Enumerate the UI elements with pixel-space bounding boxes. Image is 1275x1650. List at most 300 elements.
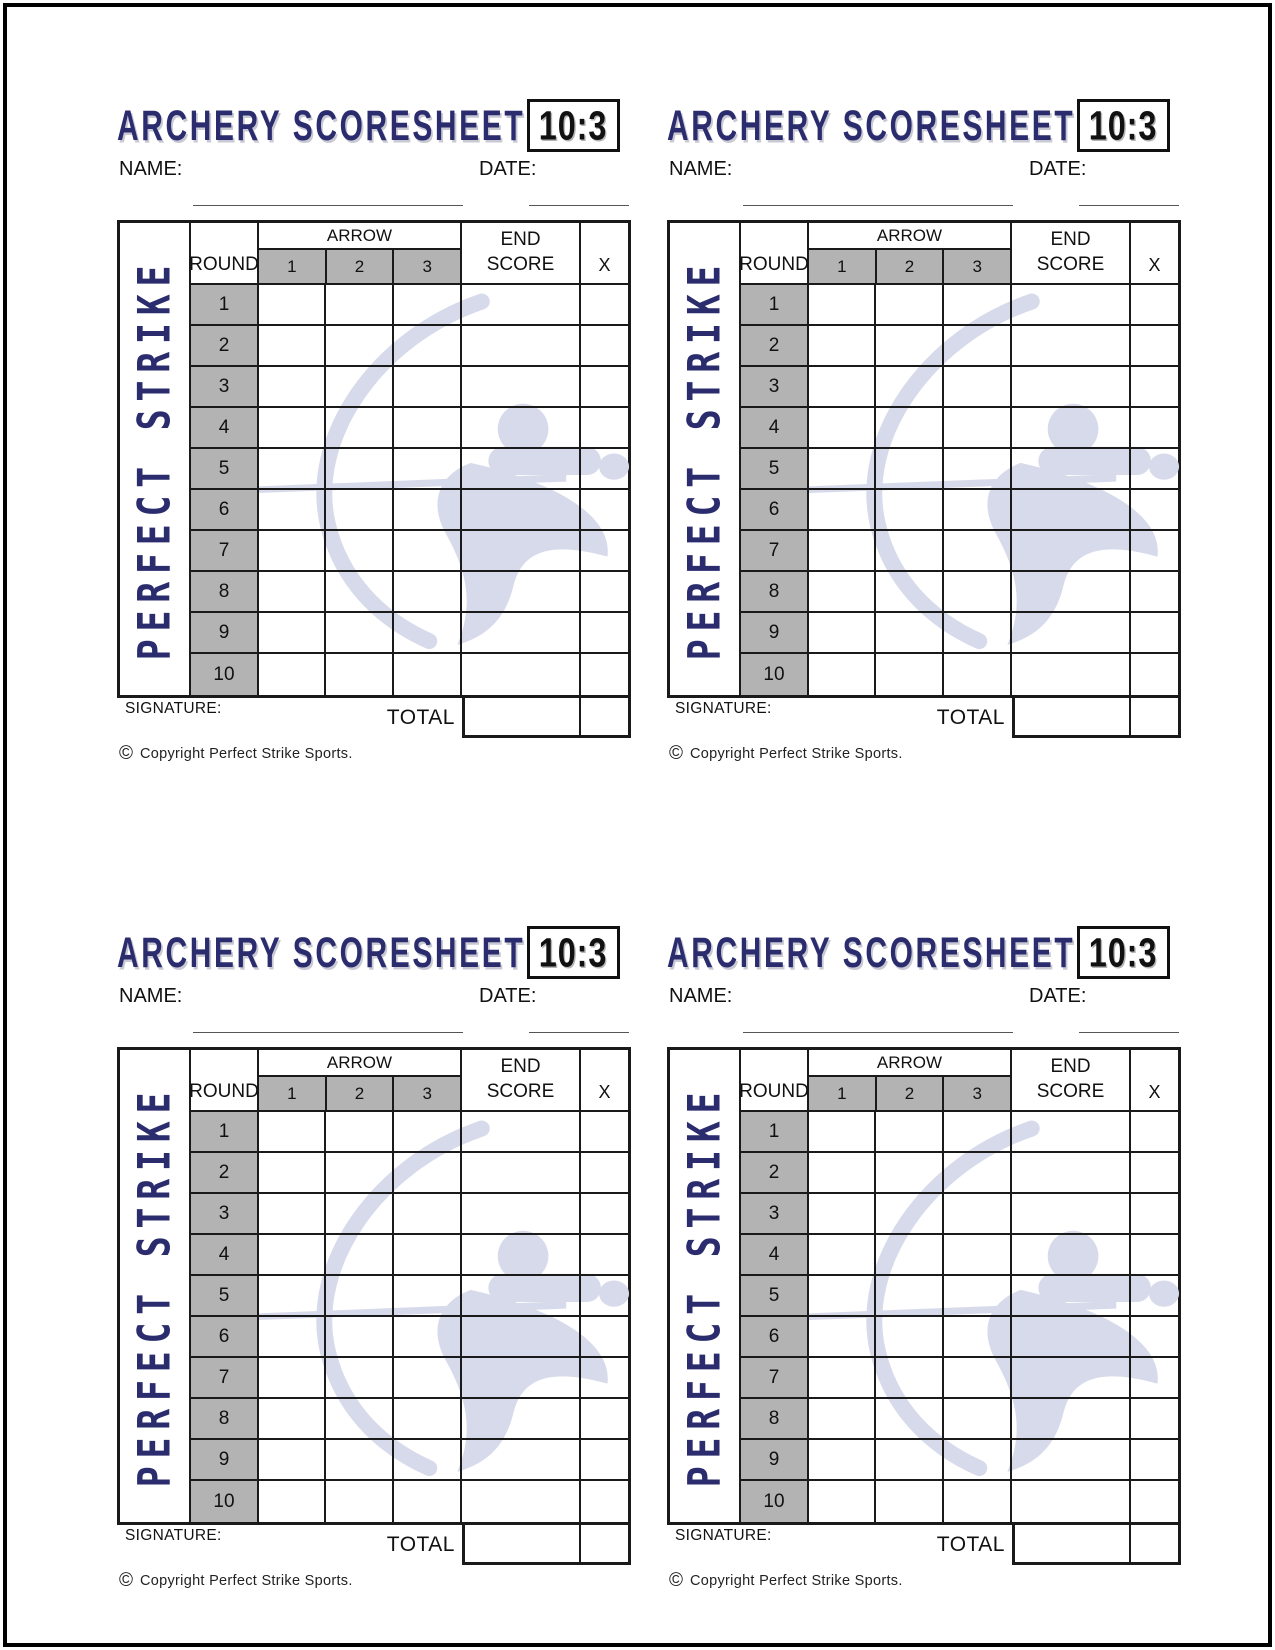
score-row (191, 1112, 628, 1153)
total-end-score-box[interactable] (1015, 1525, 1131, 1562)
x-cell[interactable] (1131, 1235, 1178, 1274)
arrow-3-cell[interactable] (394, 572, 462, 611)
arrow-3-cell[interactable] (944, 1440, 1012, 1479)
end-score-cell[interactable] (1012, 1276, 1131, 1315)
arrow-3-cell[interactable] (394, 531, 462, 570)
round-column-header: ROUND (191, 1050, 259, 1110)
x-cell[interactable] (1131, 1399, 1178, 1438)
x-column-header: X (1148, 1082, 1161, 1102)
arrow-1-cell[interactable] (809, 1440, 876, 1479)
arrow-1-cell[interactable] (809, 449, 876, 488)
arrow-2-cell[interactable] (326, 1194, 394, 1233)
x-cell[interactable] (1131, 531, 1178, 570)
date-input-line[interactable] (1079, 1032, 1179, 1033)
name-label: NAME: (119, 985, 183, 1007)
end-score-cell[interactable] (1012, 1194, 1131, 1233)
arrow-col-2-header: 2 (327, 250, 395, 283)
arrow-1-cell[interactable] (259, 1481, 326, 1522)
arrow-2-cell[interactable] (876, 613, 944, 652)
end-score-cell[interactable] (462, 531, 581, 570)
arrow-1-cell[interactable] (259, 449, 326, 488)
total-boxes (1012, 1522, 1181, 1565)
end-score-cell[interactable] (1012, 1358, 1131, 1397)
arrow-2-cell[interactable] (326, 1276, 394, 1315)
score-grid (191, 1050, 628, 1522)
x-cell[interactable] (581, 1276, 628, 1315)
arrow-1-cell[interactable] (259, 1440, 326, 1479)
arrow-col-1-header: 1 (809, 250, 877, 283)
arrow-2-cell[interactable] (326, 1317, 394, 1356)
round-number: 5 (191, 449, 259, 488)
arrow-1-cell[interactable] (259, 367, 326, 406)
score-table (667, 1047, 1181, 1525)
total-end-score-box[interactable] (465, 698, 581, 735)
round-number: 5 (191, 1276, 259, 1315)
copyright-text: Copyright Perfect Strike Sports. (690, 1572, 903, 1589)
round-number: 4 (191, 1235, 259, 1274)
copyright-icon: © (119, 743, 133, 764)
arrow-2-cell[interactable] (876, 1317, 944, 1356)
name-input-line[interactable] (193, 1032, 463, 1033)
arrow-3-cell[interactable] (944, 408, 1012, 447)
round-column-header: ROUND (741, 223, 809, 283)
arrow-3-cell[interactable] (944, 367, 1012, 406)
arrow-1-cell[interactable] (809, 1194, 876, 1233)
end-score-cell[interactable] (1012, 408, 1131, 447)
end-score-cell[interactable] (462, 613, 581, 652)
arrow-2-cell[interactable] (326, 285, 394, 324)
end-score-cell[interactable] (1012, 1481, 1131, 1522)
arrow-3-cell[interactable] (394, 613, 462, 652)
arrow-1-cell[interactable] (809, 408, 876, 447)
arrow-1-cell[interactable] (259, 1112, 326, 1151)
arrow-3-cell[interactable] (944, 1358, 1012, 1397)
x-cell[interactable] (1131, 1481, 1178, 1522)
score-row (191, 1235, 628, 1276)
end-score-cell[interactable] (462, 285, 581, 324)
round-number: 9 (741, 1440, 809, 1479)
x-cell[interactable] (581, 367, 628, 406)
end-score-cell[interactable] (462, 367, 581, 406)
arrow-3-cell[interactable] (394, 1112, 462, 1151)
end-score-cell[interactable] (1012, 613, 1131, 652)
scoresheet (117, 926, 631, 1604)
arrow-2-cell[interactable] (876, 1481, 944, 1522)
score-row (191, 449, 628, 490)
x-column-header: X (1148, 255, 1161, 275)
arrow-3-cell[interactable] (394, 490, 462, 529)
round-number: 2 (741, 1153, 809, 1192)
arrow-1-cell[interactable] (259, 1235, 326, 1274)
arrow-2-cell[interactable] (876, 1276, 944, 1315)
arrow-2-cell[interactable] (876, 1194, 944, 1233)
arrow-1-cell[interactable] (259, 1153, 326, 1192)
arrow-3-cell[interactable] (944, 449, 1012, 488)
end-score-cell[interactable] (462, 1440, 581, 1479)
arrow-2-cell[interactable] (326, 326, 394, 365)
arrow-2-cell[interactable] (326, 1112, 394, 1151)
arrow-1-cell[interactable] (259, 1317, 326, 1356)
score-row (191, 572, 628, 613)
round-number: 3 (191, 1194, 259, 1233)
arrow-1-cell[interactable] (809, 367, 876, 406)
end-score-cell[interactable] (462, 572, 581, 611)
end-score-cell[interactable] (462, 1153, 581, 1192)
score-row (741, 1358, 1178, 1399)
x-cell[interactable] (1131, 408, 1178, 447)
end-score-cell[interactable] (462, 1235, 581, 1274)
arrow-1-cell[interactable] (259, 531, 326, 570)
round-number: 7 (741, 1358, 809, 1397)
copyright-icon: © (119, 1570, 133, 1591)
arrow-1-cell[interactable] (809, 1153, 876, 1192)
x-cell[interactable] (1131, 1440, 1178, 1479)
arrow-2-cell[interactable] (876, 1153, 944, 1192)
end-score-cell[interactable] (1012, 1112, 1131, 1151)
x-cell[interactable] (1131, 490, 1178, 529)
date-input-line[interactable] (529, 1032, 629, 1033)
arrow-2-cell[interactable] (876, 531, 944, 570)
round-number: 5 (741, 449, 809, 488)
round-number: 8 (191, 572, 259, 611)
total-x-box[interactable] (1131, 698, 1178, 735)
score-row (191, 613, 628, 654)
score-row (191, 326, 628, 367)
arrow-1-cell[interactable] (809, 490, 876, 529)
x-cell[interactable] (1131, 449, 1178, 488)
end-score-cell[interactable] (1012, 1440, 1131, 1479)
arrow-3-cell[interactable] (394, 1235, 462, 1274)
arrow-3-cell[interactable] (394, 408, 462, 447)
arrow-col-3-header: 3 (944, 1077, 1010, 1110)
arrow-2-cell[interactable] (876, 1358, 944, 1397)
arrow-2-cell[interactable] (326, 449, 394, 488)
end-score-cell[interactable] (1012, 285, 1131, 324)
arrow-col-1-header: 1 (809, 1077, 877, 1110)
arrow-1-cell[interactable] (259, 654, 326, 695)
end-score-cell[interactable] (462, 1276, 581, 1315)
x-cell[interactable] (1131, 326, 1178, 365)
x-cell[interactable] (581, 1235, 628, 1274)
end-score-cell[interactable] (1012, 326, 1131, 365)
brand-vertical-text: PERFECT STRIKE (128, 257, 181, 661)
end-score-cell[interactable] (1012, 1235, 1131, 1274)
name-input-line[interactable] (743, 1032, 1013, 1033)
round-number: 8 (741, 572, 809, 611)
arrow-3-cell[interactable] (394, 1399, 462, 1438)
arrow-2-cell[interactable] (876, 449, 944, 488)
x-cell[interactable] (1131, 285, 1178, 324)
arrow-3-cell[interactable] (944, 1112, 1012, 1151)
score-row (741, 1235, 1178, 1276)
arrow-1-cell[interactable] (259, 1399, 326, 1438)
arrow-1-cell[interactable] (259, 613, 326, 652)
arrow-column-group (259, 223, 462, 283)
end-score-header (1012, 223, 1131, 283)
x-cell[interactable] (581, 490, 628, 529)
end-score-cell[interactable] (462, 490, 581, 529)
end-score-cell[interactable] (1012, 572, 1131, 611)
end-score-cell[interactable] (1012, 490, 1131, 529)
round-number: 1 (191, 285, 259, 324)
arrow-3-cell[interactable] (944, 1235, 1012, 1274)
arrow-2-cell[interactable] (876, 1112, 944, 1151)
date-input-line[interactable] (529, 205, 629, 206)
arrow-2-cell[interactable] (326, 531, 394, 570)
arrow-1-cell[interactable] (809, 654, 876, 695)
arrow-2-cell[interactable] (876, 326, 944, 365)
score-row (741, 285, 1178, 326)
round-number: 10 (741, 1481, 809, 1522)
arrow-1-cell[interactable] (259, 326, 326, 365)
scoresheet (667, 99, 1181, 777)
arrow-3-cell[interactable] (944, 326, 1012, 365)
x-column-header: X (598, 255, 611, 275)
end-score-cell[interactable] (462, 1194, 581, 1233)
arrow-3-cell[interactable] (394, 1481, 462, 1522)
round-number: 8 (191, 1399, 259, 1438)
round-number: 4 (741, 1235, 809, 1274)
score-row (191, 1481, 628, 1522)
arrow-2-cell[interactable] (326, 654, 394, 695)
copyright-text: Copyright Perfect Strike Sports. (690, 745, 903, 762)
arrow-1-cell[interactable] (259, 1276, 326, 1315)
round-number: 2 (191, 326, 259, 365)
round-number: 1 (741, 1112, 809, 1151)
arrow-2-cell[interactable] (876, 408, 944, 447)
total-end-score-box[interactable] (465, 1525, 581, 1562)
x-cell[interactable] (581, 1112, 628, 1151)
total-x-box[interactable] (1131, 1525, 1178, 1562)
arrow-1-cell[interactable] (259, 1194, 326, 1233)
end-score-cell[interactable] (1012, 654, 1131, 695)
arrow-1-cell[interactable] (259, 285, 326, 324)
arrow-subheaders (259, 1075, 460, 1110)
score-row (741, 1112, 1178, 1153)
x-cell[interactable] (1131, 1317, 1178, 1356)
arrow-3-cell[interactable] (394, 1276, 462, 1315)
arrow-1-cell[interactable] (809, 1235, 876, 1274)
score-row (741, 1153, 1178, 1194)
date-label: DATE: (1029, 985, 1087, 1007)
end-score-cell[interactable] (1012, 1153, 1131, 1192)
x-cell[interactable] (581, 1440, 628, 1479)
x-cell[interactable] (581, 1194, 628, 1233)
arrow-1-cell[interactable] (259, 490, 326, 529)
score-row (191, 1153, 628, 1194)
arrow-1-cell[interactable] (809, 1358, 876, 1397)
brand-vertical-text: PERFECT STRIKE (128, 1084, 181, 1488)
arrow-1-cell[interactable] (809, 1276, 876, 1315)
x-cell[interactable] (581, 285, 628, 324)
score-row (741, 1276, 1178, 1317)
arrow-3-cell[interactable] (944, 285, 1012, 324)
arrow-3-cell[interactable] (944, 1153, 1012, 1192)
arrow-2-cell[interactable] (876, 1235, 944, 1274)
arrow-1-cell[interactable] (809, 613, 876, 652)
arrow-2-cell[interactable] (876, 490, 944, 529)
date-label: DATE: (1029, 158, 1087, 180)
round-number: 2 (191, 1153, 259, 1192)
score-row (191, 1399, 628, 1440)
date-input-line[interactable] (1079, 205, 1179, 206)
round-number: 6 (191, 490, 259, 529)
arrow-3-cell[interactable] (944, 1481, 1012, 1522)
end-score-cell[interactable] (462, 1317, 581, 1356)
x-cell[interactable] (1131, 1194, 1178, 1233)
arrow-2-cell[interactable] (876, 367, 944, 406)
arrow-2-cell[interactable] (326, 1481, 394, 1522)
x-cell[interactable] (581, 449, 628, 488)
score-row (741, 367, 1178, 408)
arrow-3-cell[interactable] (944, 654, 1012, 695)
x-cell[interactable] (581, 1317, 628, 1356)
arrow-2-cell[interactable] (326, 1358, 394, 1397)
arrow-3-cell[interactable] (944, 1399, 1012, 1438)
arrow-3-cell[interactable] (394, 1440, 462, 1479)
arrow-3-cell[interactable] (394, 1317, 462, 1356)
round-number: 6 (191, 1317, 259, 1356)
arrow-1-cell[interactable] (809, 1399, 876, 1438)
x-cell[interactable] (581, 1481, 628, 1522)
score-grid (741, 223, 1178, 695)
arrow-1-cell[interactable] (259, 572, 326, 611)
round-number: 10 (191, 1481, 259, 1522)
name-label: NAME: (119, 158, 183, 180)
score-row (741, 1317, 1178, 1358)
end-score-header (462, 1050, 581, 1110)
end-score-cell[interactable] (1012, 367, 1131, 406)
arrow-2-cell[interactable] (876, 1399, 944, 1438)
arrow-1-cell[interactable] (809, 1317, 876, 1356)
arrow-2-cell[interactable] (876, 572, 944, 611)
total-end-score-box[interactable] (1015, 698, 1131, 735)
arrow-col-3-header: 3 (394, 250, 460, 283)
arrow-2-cell[interactable] (326, 572, 394, 611)
arrow-3-cell[interactable] (394, 1358, 462, 1397)
arrow-2-cell[interactable] (326, 1235, 394, 1274)
name-label: NAME: (669, 985, 733, 1007)
total-boxes (462, 695, 631, 738)
x-cell[interactable] (1131, 1112, 1178, 1151)
arrow-2-cell[interactable] (326, 1153, 394, 1192)
arrow-2-cell[interactable] (326, 1440, 394, 1479)
end-score-cell[interactable] (462, 654, 581, 695)
round-number: 7 (741, 531, 809, 570)
brand-logo-cell (670, 1050, 741, 1522)
x-column-header: X (598, 1082, 611, 1102)
x-cell[interactable] (581, 531, 628, 570)
end-score-cell[interactable] (462, 1481, 581, 1522)
arrow-2-cell[interactable] (326, 490, 394, 529)
arrow-1-cell[interactable] (809, 1481, 876, 1522)
arrow-3-cell[interactable] (394, 285, 462, 324)
end-score-cell[interactable] (1012, 449, 1131, 488)
end-score-header-line2: SCORE (486, 1081, 555, 1102)
brand-logo-cell (120, 1050, 191, 1522)
arrow-3-cell[interactable] (394, 1194, 462, 1233)
arrow-2-cell[interactable] (876, 654, 944, 695)
arrow-3-cell[interactable] (944, 1194, 1012, 1233)
end-score-cell[interactable] (1012, 1399, 1131, 1438)
arrow-1-cell[interactable] (809, 1112, 876, 1151)
arrow-col-1-header: 1 (259, 250, 327, 283)
round-number: 10 (741, 654, 809, 695)
end-score-cell[interactable] (462, 1358, 581, 1397)
arrow-3-cell[interactable] (394, 1153, 462, 1192)
x-cell[interactable] (1131, 367, 1178, 406)
x-cell[interactable] (581, 408, 628, 447)
arrow-1-cell[interactable] (809, 572, 876, 611)
total-x-box[interactable] (581, 1525, 628, 1562)
arrow-2-cell[interactable] (326, 408, 394, 447)
arrow-2-cell[interactable] (326, 1399, 394, 1438)
score-row (741, 1481, 1178, 1522)
end-score-cell[interactable] (462, 1399, 581, 1438)
x-cell[interactable] (581, 572, 628, 611)
x-cell[interactable] (1131, 613, 1178, 652)
brand-vertical-text: PERFECT STRIKE (678, 1084, 731, 1488)
arrow-1-cell[interactable] (809, 326, 876, 365)
arrow-3-cell[interactable] (944, 572, 1012, 611)
end-score-header-line2: SCORE (1036, 1081, 1105, 1102)
arrow-3-cell[interactable] (394, 326, 462, 365)
arrow-2-cell[interactable] (326, 613, 394, 652)
arrow-2-cell[interactable] (326, 367, 394, 406)
end-score-cell[interactable] (462, 326, 581, 365)
x-cell[interactable] (581, 654, 628, 695)
arrow-1-cell[interactable] (259, 408, 326, 447)
arrow-header: ARROW (326, 1052, 393, 1072)
end-score-cell[interactable] (462, 408, 581, 447)
arrow-3-cell[interactable] (944, 490, 1012, 529)
x-cell[interactable] (581, 613, 628, 652)
end-score-cell[interactable] (462, 1112, 581, 1151)
x-cell[interactable] (1131, 572, 1178, 611)
arrow-2-cell[interactable] (876, 1440, 944, 1479)
end-score-cell[interactable] (462, 449, 581, 488)
x-cell[interactable] (1131, 654, 1178, 695)
score-row (741, 613, 1178, 654)
score-row (741, 1440, 1178, 1481)
arrow-3-cell[interactable] (394, 367, 462, 406)
arrow-3-cell[interactable] (394, 654, 462, 695)
total-x-box[interactable] (581, 698, 628, 735)
x-cell[interactable] (1131, 1276, 1178, 1315)
x-cell[interactable] (581, 1153, 628, 1192)
name-input-line[interactable] (193, 205, 463, 206)
arrow-1-cell[interactable] (809, 531, 876, 570)
end-score-cell[interactable] (1012, 1317, 1131, 1356)
name-input-line[interactable] (743, 205, 1013, 206)
arrow-3-cell[interactable] (944, 1317, 1012, 1356)
x-cell[interactable] (1131, 1358, 1178, 1397)
arrow-1-cell[interactable] (809, 285, 876, 324)
arrow-1-cell[interactable] (259, 1358, 326, 1397)
x-cell[interactable] (581, 1399, 628, 1438)
arrow-3-cell[interactable] (944, 531, 1012, 570)
x-cell[interactable] (581, 1358, 628, 1397)
arrow-col-3-header: 3 (944, 250, 1010, 283)
arrow-2-cell[interactable] (876, 285, 944, 324)
arrow-3-cell[interactable] (394, 449, 462, 488)
arrow-3-cell[interactable] (944, 613, 1012, 652)
round-number: 9 (741, 613, 809, 652)
x-cell[interactable] (1131, 1153, 1178, 1192)
end-score-cell[interactable] (1012, 531, 1131, 570)
x-cell[interactable] (581, 326, 628, 365)
arrow-3-cell[interactable] (944, 1276, 1012, 1315)
